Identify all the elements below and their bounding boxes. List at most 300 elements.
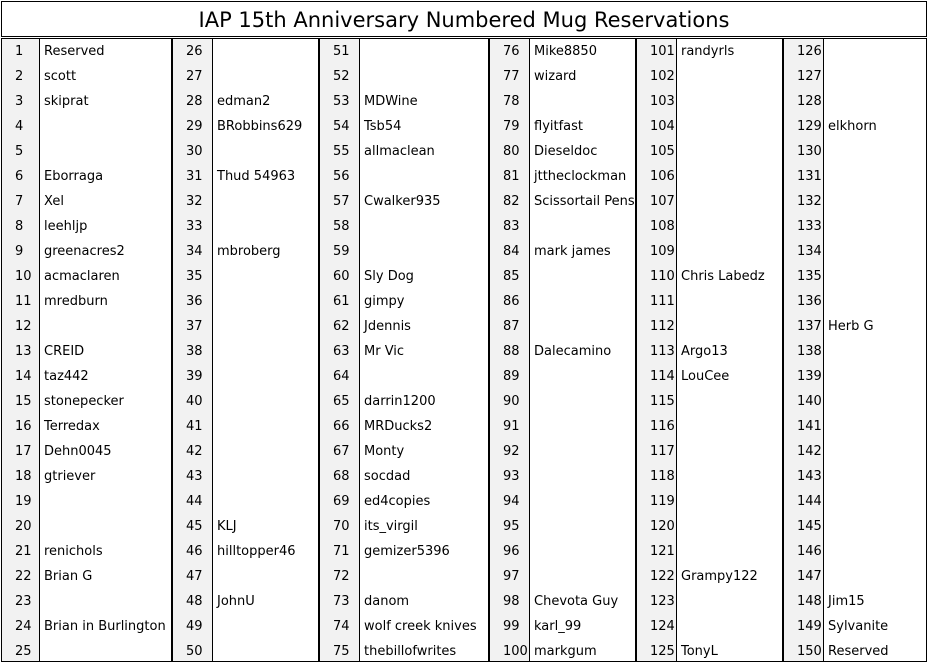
mug-number-cell[interactable]: 73: [333, 594, 350, 609]
reservation-name-cell[interactable]: [530, 414, 635, 439]
mug-number-cell[interactable]: 115: [650, 394, 675, 409]
reservation-name-cell[interactable]: [824, 539, 926, 564]
mug-number-cell[interactable]: 9: [15, 244, 24, 259]
reservation-name-cell[interactable]: [360, 214, 488, 239]
mug-number-cell[interactable]: 146: [797, 544, 822, 559]
reservation-name-cell[interactable]: [530, 489, 635, 514]
mug-number-cell[interactable]: 53: [333, 94, 350, 109]
mug-number-cell[interactable]: 140: [797, 394, 822, 409]
reservation-name-cell[interactable]: [213, 314, 318, 339]
reservation-name-cell[interactable]: Sly Dog: [364, 269, 414, 284]
mug-number-cell[interactable]: 11: [15, 294, 32, 309]
mug-number-cell[interactable]: 89: [503, 369, 520, 384]
mug-number-cell[interactable]: 147: [797, 569, 822, 584]
reservation-name-cell[interactable]: markgum: [534, 644, 597, 659]
reservation-name-cell[interactable]: elkhorn: [828, 119, 877, 134]
mug-number-cell[interactable]: 116: [650, 419, 675, 434]
reservation-name-cell[interactable]: Cwalker935: [364, 194, 441, 209]
mug-number-cell[interactable]: 119: [650, 494, 675, 509]
mug-number-cell[interactable]: 79: [503, 119, 520, 134]
mug-number-cell[interactable]: 31: [186, 169, 203, 184]
reservation-name-cell[interactable]: renichols: [44, 544, 103, 559]
reservation-name-cell[interactable]: [824, 489, 926, 514]
reservation-name-cell[interactable]: TonyL: [681, 644, 718, 659]
mug-number-cell[interactable]: 112: [650, 319, 675, 334]
mug-number-cell[interactable]: 64: [333, 369, 350, 384]
reservation-name-cell[interactable]: [40, 589, 169, 614]
reservation-name-cell[interactable]: [213, 289, 318, 314]
mug-number-cell[interactable]: 26: [186, 44, 203, 59]
reservation-name-cell[interactable]: [677, 114, 782, 139]
reservation-name-cell[interactable]: Chevota Guy: [534, 594, 619, 609]
reservation-name-cell[interactable]: [824, 439, 926, 464]
mug-number-cell[interactable]: 77: [503, 69, 520, 84]
reservation-name-cell[interactable]: BRobbins629: [217, 119, 303, 134]
mug-number-cell[interactable]: 85: [503, 269, 520, 284]
mug-number-cell[interactable]: 135: [797, 269, 822, 284]
reservation-name-cell[interactable]: [40, 139, 169, 164]
reservation-name-cell[interactable]: [40, 639, 169, 662]
mug-number-cell[interactable]: 102: [650, 69, 675, 84]
reservation-name-cell[interactable]: wizard: [534, 69, 577, 84]
mug-number-cell[interactable]: 97: [503, 569, 520, 584]
mug-number-cell[interactable]: 87: [503, 319, 520, 334]
reservation-name-cell[interactable]: [677, 314, 782, 339]
reservation-name-cell[interactable]: [677, 189, 782, 214]
mug-number-cell[interactable]: 117: [650, 444, 675, 459]
reservation-name-cell[interactable]: KLJ: [217, 519, 237, 534]
mug-number-cell[interactable]: 133: [797, 219, 822, 234]
mug-number-cell[interactable]: 33: [186, 219, 203, 234]
reservation-name-cell[interactable]: [824, 239, 926, 264]
mug-number-cell[interactable]: 148: [797, 594, 822, 609]
mug-number-cell[interactable]: 18: [15, 469, 32, 484]
reservation-name-cell[interactable]: Brian G: [44, 569, 93, 584]
mug-number-cell[interactable]: 123: [650, 594, 675, 609]
mug-number-cell[interactable]: 132: [797, 194, 822, 209]
reservation-name-cell[interactable]: karl_99: [534, 619, 582, 634]
reservation-name-cell[interactable]: [677, 164, 782, 189]
reservation-name-cell[interactable]: [677, 214, 782, 239]
reservation-name-cell[interactable]: socdad: [364, 469, 411, 484]
mug-number-cell[interactable]: 72: [333, 569, 350, 584]
mug-number-cell[interactable]: 44: [186, 494, 203, 509]
reservation-name-cell[interactable]: [824, 464, 926, 489]
mug-number-cell[interactable]: 67: [333, 444, 350, 459]
reservation-name-cell[interactable]: Argo13: [681, 344, 728, 359]
reservation-name-cell[interactable]: [677, 139, 782, 164]
reservation-name-cell[interactable]: [40, 314, 169, 339]
reservation-name-cell[interactable]: [530, 539, 635, 564]
reservation-name-cell[interactable]: [360, 39, 488, 64]
reservation-name-cell[interactable]: [360, 364, 488, 389]
mug-number-cell[interactable]: 108: [650, 219, 675, 234]
reservation-name-cell[interactable]: randyrls: [681, 44, 735, 59]
mug-number-cell[interactable]: 110: [650, 269, 675, 284]
mug-number-cell[interactable]: 118: [650, 469, 675, 484]
mug-number-cell[interactable]: 49: [186, 619, 203, 634]
mug-number-cell[interactable]: 137: [797, 319, 822, 334]
mug-number-cell[interactable]: 90: [503, 394, 520, 409]
mug-number-cell[interactable]: 98: [503, 594, 520, 609]
reservation-name-cell[interactable]: mark james: [534, 244, 611, 259]
reservation-name-cell[interactable]: [824, 214, 926, 239]
reservation-name-cell[interactable]: Terredax: [44, 419, 100, 434]
reservation-name-cell[interactable]: [40, 114, 169, 139]
reservation-name-cell[interactable]: jttheclockman: [534, 169, 627, 184]
reservation-name-cell[interactable]: MDWine: [364, 94, 418, 109]
reservation-name-cell[interactable]: gimpy: [364, 294, 405, 309]
reservation-name-cell[interactable]: scott: [44, 69, 77, 84]
mug-number-cell[interactable]: 143: [797, 469, 822, 484]
mug-number-cell[interactable]: 63: [333, 344, 350, 359]
reservation-name-cell[interactable]: [360, 239, 488, 264]
mug-number-cell[interactable]: 127: [797, 69, 822, 84]
reservation-name-cell[interactable]: mbroberg: [217, 244, 281, 259]
reservation-name-cell[interactable]: [213, 339, 318, 364]
reservation-name-cell[interactable]: [530, 364, 635, 389]
reservation-name-cell[interactable]: [530, 514, 635, 539]
reservation-name-cell[interactable]: [213, 439, 318, 464]
reservation-name-cell[interactable]: edman2: [217, 94, 271, 109]
mug-number-cell[interactable]: 95: [503, 519, 520, 534]
mug-number-cell[interactable]: 80: [503, 144, 520, 159]
reservation-name-cell[interactable]: Sylvanite: [828, 619, 889, 634]
mug-number-cell[interactable]: 150: [797, 644, 822, 659]
reservation-name-cell[interactable]: wolf creek knives: [364, 619, 477, 634]
reservation-name-cell[interactable]: darrin1200: [364, 394, 436, 409]
reservation-name-cell[interactable]: [677, 389, 782, 414]
mug-number-cell[interactable]: 52: [333, 69, 350, 84]
mug-number-cell[interactable]: 74: [333, 619, 350, 634]
reservation-name-cell[interactable]: JohnU: [217, 594, 255, 609]
reservation-name-cell[interactable]: [824, 89, 926, 114]
mug-number-cell[interactable]: 75: [333, 644, 350, 659]
reservation-name-cell[interactable]: LouCee: [681, 369, 730, 384]
mug-number-cell[interactable]: 30: [186, 144, 203, 159]
mug-number-cell[interactable]: 17: [15, 444, 32, 459]
reservation-name-cell[interactable]: [824, 414, 926, 439]
reservation-name-cell[interactable]: [40, 489, 169, 514]
reservation-name-cell[interactable]: thebillofwrites: [364, 644, 457, 659]
reservation-name-cell[interactable]: [530, 439, 635, 464]
reservation-name-cell[interactable]: [677, 414, 782, 439]
reservation-name-cell[interactable]: [824, 364, 926, 389]
reservation-name-cell[interactable]: [677, 589, 782, 614]
mug-number-cell[interactable]: 144: [797, 494, 822, 509]
mug-number-cell[interactable]: 36: [186, 294, 203, 309]
reservation-name-cell[interactable]: danom: [364, 594, 410, 609]
mug-number-cell[interactable]: 109: [650, 244, 675, 259]
mug-number-cell[interactable]: 130: [797, 144, 822, 159]
mug-number-cell[interactable]: 42: [186, 444, 203, 459]
mug-number-cell[interactable]: 142: [797, 444, 822, 459]
mug-number-cell[interactable]: 29: [186, 119, 203, 134]
mug-number-cell[interactable]: 62: [333, 319, 350, 334]
mug-number-cell[interactable]: 88: [503, 344, 520, 359]
reservation-name-cell[interactable]: Grampy122: [681, 569, 758, 584]
mug-number-cell[interactable]: 103: [650, 94, 675, 109]
mug-number-cell[interactable]: 51: [333, 44, 350, 59]
mug-number-cell[interactable]: 54: [333, 119, 350, 134]
mug-number-cell[interactable]: 59: [333, 244, 350, 259]
mug-number-cell[interactable]: 58: [333, 219, 350, 234]
mug-number-cell[interactable]: 93: [503, 469, 520, 484]
reservation-name-cell[interactable]: [824, 339, 926, 364]
reservation-name-cell[interactable]: [530, 289, 635, 314]
mug-number-cell[interactable]: 16: [15, 419, 32, 434]
reservation-name-cell[interactable]: [677, 614, 782, 639]
mug-number-cell[interactable]: 47: [186, 569, 203, 584]
mug-number-cell[interactable]: 139: [797, 369, 822, 384]
mug-number-cell[interactable]: 91: [503, 419, 520, 434]
mug-number-cell[interactable]: 37: [186, 319, 203, 334]
reservation-name-cell[interactable]: leehljp: [44, 219, 88, 234]
reservation-name-cell[interactable]: [824, 164, 926, 189]
reservation-name-cell[interactable]: Dalecamino: [534, 344, 612, 359]
mug-number-cell[interactable]: 134: [797, 244, 822, 259]
reservation-name-cell[interactable]: [530, 389, 635, 414]
mug-number-cell[interactable]: 94: [503, 494, 520, 509]
mug-number-cell[interactable]: 86: [503, 294, 520, 309]
mug-number-cell[interactable]: 22: [15, 569, 32, 584]
reservation-name-cell[interactable]: [824, 514, 926, 539]
reservation-name-cell[interactable]: [824, 64, 926, 89]
mug-number-cell[interactable]: 83: [503, 219, 520, 234]
mug-number-cell[interactable]: 3: [15, 94, 24, 109]
reservation-name-cell[interactable]: [360, 564, 488, 589]
reservation-name-cell[interactable]: acmaclaren: [44, 269, 120, 284]
reservation-name-cell[interactable]: Reserved: [44, 44, 105, 59]
reservation-name-cell[interactable]: Xel: [44, 194, 64, 209]
mug-number-cell[interactable]: 23: [15, 594, 32, 609]
mug-number-cell[interactable]: 99: [503, 619, 520, 634]
mug-number-cell[interactable]: 82: [503, 194, 520, 209]
reservation-name-cell[interactable]: greenacres2: [44, 244, 125, 259]
reservation-name-cell[interactable]: Monty: [364, 444, 405, 459]
reservation-name-cell[interactable]: [213, 364, 318, 389]
mug-number-cell[interactable]: 38: [186, 344, 203, 359]
mug-number-cell[interactable]: 129: [797, 119, 822, 134]
mug-number-cell[interactable]: 40: [186, 394, 203, 409]
mug-number-cell[interactable]: 6: [15, 169, 24, 184]
mug-number-cell[interactable]: 48: [186, 594, 203, 609]
reservation-name-cell[interactable]: [213, 464, 318, 489]
reservation-name-cell[interactable]: Reserved: [828, 644, 889, 659]
mug-number-cell[interactable]: 4: [15, 119, 24, 134]
mug-number-cell[interactable]: 78: [503, 94, 520, 109]
reservation-name-cell[interactable]: [677, 464, 782, 489]
reservation-name-cell[interactable]: Tsb54: [364, 119, 402, 134]
mug-number-cell[interactable]: 57: [333, 194, 350, 209]
mug-number-cell[interactable]: 70: [333, 519, 350, 534]
reservation-name-cell[interactable]: [824, 389, 926, 414]
reservation-name-cell[interactable]: [677, 489, 782, 514]
mug-number-cell[interactable]: 55: [333, 144, 350, 159]
reservation-name-cell[interactable]: [677, 64, 782, 89]
reservation-name-cell[interactable]: [213, 389, 318, 414]
mug-number-cell[interactable]: 1: [15, 44, 24, 59]
sheet-title[interactable]: IAP 15th Anniversary Numbered Mug Reservations: [1, 1, 927, 37]
reservation-name-cell[interactable]: [677, 289, 782, 314]
reservation-name-cell[interactable]: hilltopper46: [217, 544, 296, 559]
mug-number-cell[interactable]: 101: [650, 44, 675, 59]
mug-number-cell[interactable]: 41: [186, 419, 203, 434]
mug-number-cell[interactable]: 7: [15, 194, 24, 209]
mug-number-cell[interactable]: 84: [503, 244, 520, 259]
reservation-name-cell[interactable]: [213, 614, 318, 639]
mug-number-cell[interactable]: 5: [15, 144, 24, 159]
mug-number-cell[interactable]: 66: [333, 419, 350, 434]
reservation-name-cell[interactable]: [213, 189, 318, 214]
mug-number-cell[interactable]: 120: [650, 519, 675, 534]
mug-number-cell[interactable]: 131: [797, 169, 822, 184]
reservation-name-cell[interactable]: Herb G: [828, 319, 874, 334]
mug-number-cell[interactable]: 125: [650, 644, 675, 659]
mug-number-cell[interactable]: 10: [15, 269, 32, 284]
reservation-name-cell[interactable]: Dehn0045: [44, 444, 112, 459]
reservation-name-cell[interactable]: [213, 139, 318, 164]
reservation-name-cell[interactable]: CREID: [44, 344, 85, 359]
mug-number-cell[interactable]: 28: [186, 94, 203, 109]
reservation-name-cell[interactable]: [530, 464, 635, 489]
mug-number-cell[interactable]: 69: [333, 494, 350, 509]
mug-number-cell[interactable]: 50: [186, 644, 203, 659]
mug-number-cell[interactable]: 15: [15, 394, 32, 409]
reservation-name-cell[interactable]: gtriever: [44, 469, 96, 484]
mug-number-cell[interactable]: 14: [15, 369, 32, 384]
reservation-name-cell[interactable]: [213, 639, 318, 662]
reservation-name-cell[interactable]: [824, 264, 926, 289]
mug-number-cell[interactable]: 2: [15, 69, 24, 84]
reservation-name-cell[interactable]: Dieseldoc: [534, 144, 598, 159]
reservation-name-cell[interactable]: [360, 164, 488, 189]
mug-number-cell[interactable]: 121: [650, 544, 675, 559]
mug-number-cell[interactable]: 20: [15, 519, 32, 534]
reservation-name-cell[interactable]: mredburn: [44, 294, 108, 309]
mug-number-cell[interactable]: 71: [333, 544, 350, 559]
reservation-name-cell[interactable]: [360, 64, 488, 89]
mug-number-cell[interactable]: 61: [333, 294, 350, 309]
reservation-name-cell[interactable]: [677, 89, 782, 114]
mug-number-cell[interactable]: 32: [186, 194, 203, 209]
reservation-name-cell[interactable]: [213, 39, 318, 64]
mug-number-cell[interactable]: 145: [797, 519, 822, 534]
mug-number-cell[interactable]: 104: [650, 119, 675, 134]
mug-number-cell[interactable]: 34: [186, 244, 203, 259]
mug-number-cell[interactable]: 122: [650, 569, 675, 584]
mug-number-cell[interactable]: 65: [333, 394, 350, 409]
mug-number-cell[interactable]: 81: [503, 169, 520, 184]
reservation-name-cell[interactable]: ed4copies: [364, 494, 431, 509]
mug-number-cell[interactable]: 39: [186, 369, 203, 384]
mug-number-cell[interactable]: 113: [650, 344, 675, 359]
reservation-name-cell[interactable]: [530, 564, 635, 589]
reservation-name-cell[interactable]: its_virgil: [364, 519, 418, 534]
reservation-name-cell[interactable]: [824, 139, 926, 164]
reservation-name-cell[interactable]: taz442: [44, 369, 89, 384]
mug-number-cell[interactable]: 107: [650, 194, 675, 209]
mug-number-cell[interactable]: 114: [650, 369, 675, 384]
reservation-name-cell[interactable]: [213, 564, 318, 589]
reservation-name-cell[interactable]: [213, 214, 318, 239]
reservation-name-cell[interactable]: MRDucks2: [364, 419, 433, 434]
mug-number-cell[interactable]: 56: [333, 169, 350, 184]
mug-number-cell[interactable]: 141: [797, 419, 822, 434]
mug-number-cell[interactable]: 100: [503, 644, 528, 659]
mug-number-cell[interactable]: 92: [503, 444, 520, 459]
reservation-name-cell[interactable]: [530, 214, 635, 239]
reservation-name-cell[interactable]: [824, 39, 926, 64]
mug-number-cell[interactable]: 21: [15, 544, 32, 559]
mug-number-cell[interactable]: 12: [15, 319, 32, 334]
reservation-name-cell[interactable]: Jdennis: [364, 319, 411, 334]
mug-number-cell[interactable]: 106: [650, 169, 675, 184]
reservation-name-cell[interactable]: [677, 539, 782, 564]
mug-number-cell[interactable]: 126: [797, 44, 822, 59]
mug-number-cell[interactable]: 19: [15, 494, 32, 509]
reservation-name-cell[interactable]: [530, 89, 635, 114]
mug-number-cell[interactable]: 149: [797, 619, 822, 634]
reservation-name-cell[interactable]: [677, 239, 782, 264]
mug-number-cell[interactable]: 43: [186, 469, 203, 484]
reservation-name-cell[interactable]: allmaclean: [364, 144, 435, 159]
reservation-name-cell[interactable]: [213, 414, 318, 439]
reservation-name-cell[interactable]: [677, 439, 782, 464]
mug-number-cell[interactable]: 68: [333, 469, 350, 484]
mug-number-cell[interactable]: 27: [186, 69, 203, 84]
reservation-name-cell[interactable]: Mr Vic: [364, 344, 405, 359]
reservation-name-cell[interactable]: Thud 54963: [217, 169, 296, 184]
reservation-name-cell[interactable]: Jim15: [828, 594, 865, 609]
reservation-name-cell[interactable]: Chris Labedz: [681, 269, 765, 284]
mug-number-cell[interactable]: 24: [15, 619, 32, 634]
reservation-name-cell[interactable]: [40, 514, 169, 539]
reservation-name-cell[interactable]: [213, 264, 318, 289]
mug-number-cell[interactable]: 128: [797, 94, 822, 109]
mug-number-cell[interactable]: 8: [15, 219, 24, 234]
mug-number-cell[interactable]: 13: [15, 344, 32, 359]
reservation-name-cell[interactable]: [824, 289, 926, 314]
mug-number-cell[interactable]: 60: [333, 269, 350, 284]
mug-number-cell[interactable]: 124: [650, 619, 675, 634]
mug-number-cell[interactable]: 76: [503, 44, 520, 59]
mug-number-cell[interactable]: 111: [650, 294, 675, 309]
reservation-name-cell[interactable]: stonepecker: [44, 394, 124, 409]
reservation-name-cell[interactable]: [530, 264, 635, 289]
mug-number-cell[interactable]: 35: [186, 269, 203, 284]
mug-number-cell[interactable]: 25: [15, 644, 32, 659]
reservation-name-cell[interactable]: [213, 489, 318, 514]
reservation-name-cell[interactable]: [824, 189, 926, 214]
reservation-name-cell[interactable]: flyitfast: [534, 119, 584, 134]
mug-number-cell[interactable]: 96: [503, 544, 520, 559]
reservation-name-cell[interactable]: Scissortail Pens: [534, 194, 635, 209]
reservation-name-cell[interactable]: gemizer5396: [364, 544, 450, 559]
mug-number-cell[interactable]: 46: [186, 544, 203, 559]
reservation-name-cell[interactable]: Brian in Burlington: [44, 619, 166, 634]
reservation-name-cell[interactable]: skiprat: [44, 94, 89, 109]
reservation-name-cell[interactable]: [824, 564, 926, 589]
reservation-name-cell[interactable]: Mike8850: [534, 44, 597, 59]
reservation-name-cell[interactable]: Eborraga: [44, 169, 104, 184]
mug-number-cell[interactable]: 136: [797, 294, 822, 309]
reservation-name-cell[interactable]: [530, 314, 635, 339]
reservation-name-cell[interactable]: [213, 64, 318, 89]
mug-number-cell[interactable]: 45: [186, 519, 203, 534]
mug-number-cell[interactable]: 138: [797, 344, 822, 359]
mug-number-cell[interactable]: 105: [650, 144, 675, 159]
